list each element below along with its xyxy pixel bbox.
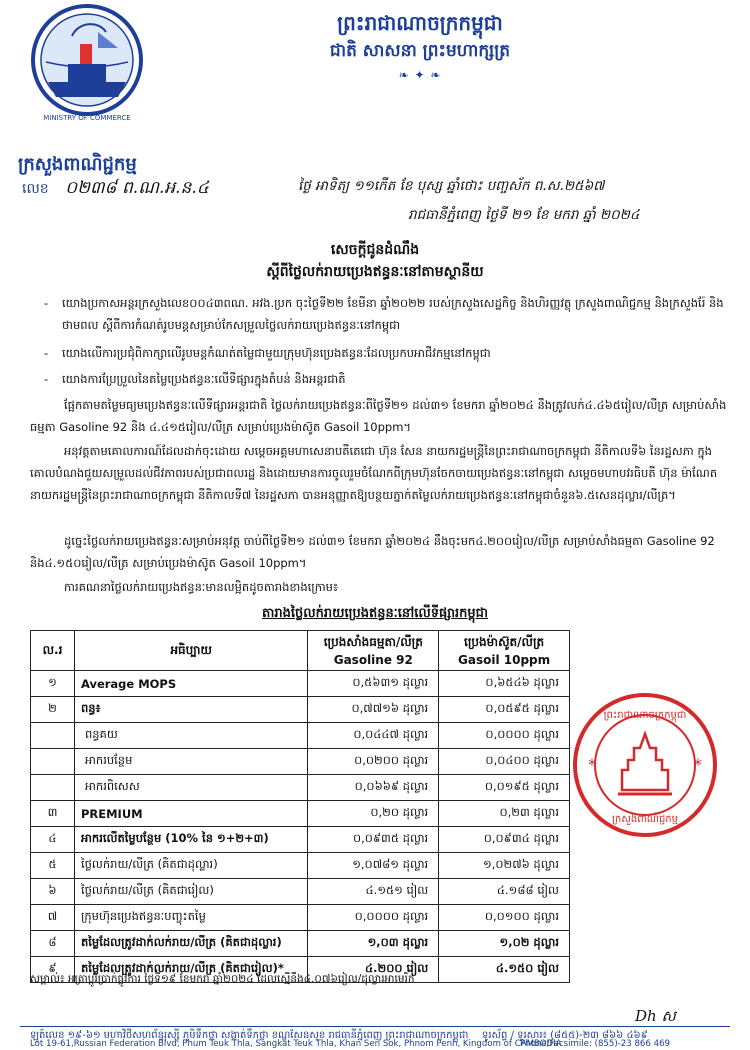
table-row: [31, 853, 570, 879]
reference-bullet: - យោងលើការប្រជុំពិភាក្សាលើរូបមន្តកំណត់តម្លៃជាមួយក្រុមហ៊ុនប្រេងឥន្ធនៈដែលប្រកបអាជីវកម្មនៅកម្ពុជា: [44, 346, 491, 360]
row-gasoline-value: ០,៧៧១៦ ដុល្លារ: [308, 697, 439, 723]
bullet-text: យោងលើការប្រជុំពិភាក្សាលើរូបមន្តកំណត់តម្លៃជាមួយក្រុមហ៊ុនប្រេងឥន្ធនៈដែលប្រកបអាជីវកម្មនៅកម្ពុជា: [62, 346, 491, 360]
row-no: ៦: [31, 879, 75, 905]
seal-bottom-text: ក្រសួងពាណិជ្ជកម្ម: [612, 814, 678, 825]
bullet-text: យោងការប្រែប្រួលនៃតម្លៃប្រេងឥន្ធនៈលើទីផ្សារក្នុងតំបន់ និងអន្តរជាតិ: [62, 372, 346, 386]
row-gasoline-value: ០,៥៦៣១ ដុល្លារ: [308, 671, 439, 697]
row-no: [31, 723, 75, 749]
fuel-price-table: [30, 630, 570, 983]
row-gasoline-value: ០,០៩៣៥ ដុល្លារ: [308, 827, 439, 853]
footnote: សម្គាល់៖ អត្រាប្តូរប្រាក់ផ្លូវការ ថ្ងៃទី១៩ ខែមករា ឆ្នាំ២០២៤ ដែលស្មើនឹង៤.០៧៦រៀល/ដុល្លារអាមេរិក: [30, 973, 415, 985]
body-paragraph: ផ្អែកតាមតម្លៃមធ្យមប្រេងឥន្ធនៈលើទីផ្សារអន្តរជាតិ ថ្លៃលក់រាយប្រេងឥន្ធនៈពីថ្ងៃទី២១ ដល់៣១ ខែមករា ឆ្នាំ២០២៤ នឹងត្រូវលក់៤.៤៦៥រៀល/លីត្រ សម្រាប់សាំងធម្មតា Gasoline 92 និង ៤.៤១៥រៀល/លីត្រ សម្រាប់ប្រេងម៉ាស៊ូត Gasoil 10ppm។: [30, 398, 727, 434]
row-desc: អាករបន្ថែម: [74, 749, 307, 775]
table-row: [31, 801, 570, 827]
body-paragraph: ដូច្នេះថ្លៃលក់រាយប្រេងឥន្ធនៈសម្រាប់អនុវត្ត ចាប់ពីថ្ងៃទី២១ ដល់៣១ ខែមករា ឆ្នាំ២០២៤ នឹងចុះមក៤.២០០រៀល/លីត្រ សម្រាប់សាំងធម្មតា Gasoline 92 និង៤.១៥០រៀល/លីត្រ សម្រាប់ប្រេងម៉ាស៊ូត Gasoil 10ppm។: [30, 534, 715, 570]
row-gasoil-value: ០,៦៥៤៦ ដុល្លារ: [439, 671, 570, 697]
table-row: [31, 671, 570, 697]
gasoline-km: ប្រេងសាំងធម្មតា/លីត្រ: [323, 634, 423, 649]
row-gasoil-value: ០,០១០០ ដុល្លារ: [439, 905, 570, 931]
row-gasoil-value: ១,០២៧៦ ដុល្លារ: [439, 853, 570, 879]
row-gasoline-value: ៤.២០០ រៀល: [308, 957, 439, 983]
body-paragraph: ការគណនាថ្លៃលក់រាយប្រេងឥន្ធនៈមានលម្អិតដូចតារាងខាងក្រោម៖: [64, 580, 338, 594]
row-no: ៧: [31, 905, 75, 931]
col-desc-header: អធិប្បាយ: [74, 631, 307, 671]
lunar-date: ថ្ងៃ អាទិត្យ ១១កើត ខែ បុស្ស ឆ្នាំថោះ បញ្ចស័ក ព.ស.២៥៦៧: [298, 178, 605, 194]
row-desc: ពន្ធ៖: [74, 697, 307, 723]
logo-caption: MINISTRY OF COMMERCE: [43, 114, 131, 122]
solar-date: រាជធានីភ្នំពេញ ថ្ងៃទី ២១ ខែ មករា ឆ្នាំ ២០២៤: [408, 207, 640, 223]
ref-prefix: លេខ: [22, 181, 49, 197]
body-paragraph: អនុវត្តតាមគោលការណ៍ដែលដាក់ចុះដោយ សម្តេចអគ្គមហាសេនាបតីតេជោ ហ៊ុន សែន នាយករដ្ឋមន្ត្រីនៃព្រះរាជាណាចក្រកម្ពុជា នីតិកាលទី៦ នៃរដ្ឋសភា ក្នុងគោលបំណងជួយសម្រួលដល់ជីវភាពរបស់ប្រជាពលរដ្ឋ និងដោយមានការចូលរួមចំណែកពីក្រុមហ៊ុនចែកចាយប្រេងឥន្ធនៈនៅកម្ពុជា សម្តេចមហាបវរធិបតី ហ៊ុន ម៉ាណែត នាយករដ្ឋមន្ត្រីនៃព្រះរាជាណាចក្រកម្ពុជា នីតិកាលទី៧ នៃរដ្ឋសភា បានអនុញ្ញាតឱ្យបន្ថយភ្នាក់តម្លៃលក់រាយប្រេងឥន្ធនៈនៅកម្ពុជាចំនួន៦.៥សេនដុល្លារ/លីត្រ។: [30, 444, 718, 502]
gasoil-en: Gasoil 10ppm: [458, 652, 551, 667]
row-no: ៣: [31, 801, 75, 827]
row-gasoil-value: ៤.១៨៨ រៀល: [439, 879, 570, 905]
row-no: ៤: [31, 827, 75, 853]
table-row: [31, 723, 570, 749]
table-row: [31, 775, 570, 801]
svg-text:*: *: [588, 755, 596, 774]
row-no: [31, 749, 75, 775]
row-gasoline-value: ៤.១៥១ រៀល: [308, 879, 439, 905]
ornament-divider: ❧ ✦ ❧: [398, 68, 442, 82]
row-gasoil-value: ០,០៥៩៥ ដុល្លារ: [439, 697, 570, 723]
row-no: ៥: [31, 853, 75, 879]
row-desc: តម្លៃដែលត្រូវដាក់លក់រាយ/លីត្រ (គិតជាដុល្លារ): [74, 931, 307, 957]
footer-phone-km: ទូរស័ព្ទ / ទូរសារ៖ (៨៥៥)-២៣ ៨៦៦ ៤៦៩: [482, 1030, 648, 1041]
row-gasoil-value: ៤.១៥០ រៀល: [439, 957, 570, 983]
col-no-header: ល.រ: [31, 631, 75, 671]
row-gasoil-value: ០,០៤០០ ដុល្លារ: [439, 749, 570, 775]
row-gasoline-value: ១,០៣ ដុល្លារ: [308, 931, 439, 957]
table-row: [31, 879, 570, 905]
official-seal: [570, 690, 720, 840]
row-desc: អាករលើតម្លៃបន្ថែម (10% នៃ ១+២+៣): [74, 827, 307, 853]
row-desc: Average MOPS: [74, 671, 307, 697]
row-gasoline-value: ០,២០ ដុល្លារ: [308, 801, 439, 827]
col-gasoline-header: [308, 631, 439, 671]
seal-top-text: ព្រះរាជាណាចក្រកម្ពុជា: [603, 710, 687, 721]
table-row: [31, 931, 570, 957]
row-desc: ក្រុមហ៊ុនប្រេងឥន្ធនៈបញ្ចុះតម្លៃ: [74, 905, 307, 931]
gasoline-en: Gasoline 92: [333, 652, 413, 667]
table-row: [31, 697, 570, 723]
row-gasoil-value: ០,០៩៣៤ ដុល្លារ: [439, 827, 570, 853]
row-desc: ថ្លៃលក់រាយ/លីត្រ (គិតជាដុល្លារ): [74, 853, 307, 879]
footer-phone-en: Phone/Facsimile: (855)-23 866 469: [520, 1039, 670, 1049]
footer-address-en: Lot 19-61,Russian Federation Blvd, Phum Teuk Thla, Sangkat Teuk Thla, Khan Sen Sok, Phnom Penh, Kingdom of CAMBODIA: [30, 1039, 562, 1049]
table-row: [31, 905, 570, 931]
row-gasoil-value: ១,០២ ដុល្លារ: [439, 931, 570, 957]
row-gasoline-value: ០,០៦៦៩ ដុល្លារ: [308, 775, 439, 801]
row-desc: អាករពិសេស: [74, 775, 307, 801]
ref-number-value: ០២៣៨ ព.ណ.អ.ន.៤: [65, 178, 209, 198]
reference-bullet: - យោងប្រកាសអន្តរក្រសួងលេខ០០៤៣ពណ. អវង.ប្រក ចុះថ្ងៃទី២២ ខែមីនា ឆ្នាំ២០២២ របស់ក្រសួងសេដ្ឋកិច្ច និងហិរញ្ញវត្ថុ ក្រសួងពាណិជ្ជកម្ម និងក្រសួងរ៉ែ និងថាមពល ស្តីពីការកំណត់រូបមន្តសម្រាប់កែសម្រួលថ្លៃលក់រាយប្រេងឥន្ធនៈនៅកម្ពុជា: [44, 296, 724, 332]
notice-subject: ស្តីពីថ្លៃលក់រាយប្រេងឥន្ធនៈនៅតាមស្ថានីយ: [266, 264, 484, 280]
col-gasoil-header: [439, 631, 570, 671]
table-title: តារាងថ្លៃលក់រាយប្រេងឥន្ធនៈនៅលើទីផ្សារកម្ពុជា: [261, 606, 489, 621]
row-no: ២: [31, 697, 75, 723]
row-gasoil-value: ០,០០០០ ដុល្លារ: [439, 723, 570, 749]
national-motto: ជាតិ សាសនា ព្រះមហាក្សត្រ: [329, 41, 511, 61]
row-desc: PREMIUM: [74, 801, 307, 827]
ministry-name: ក្រសួងពាណិជ្ជកម្ម: [18, 154, 137, 175]
row-desc: ថ្លៃលក់រាយ/លីត្រ (គិតជារៀល): [74, 879, 307, 905]
gasoil-km: ប្រេងម៉ាស៊ូត/លីត្រ: [464, 634, 545, 649]
kingdom-heading: ព្រះរាជាណាចក្រកម្ពុជា: [337, 11, 503, 35]
row-no: [31, 775, 75, 801]
row-no: ៩: [31, 957, 75, 983]
notice-title: សេចក្តីជូនដំណឹង: [330, 242, 420, 258]
table-header-row: [31, 631, 570, 671]
row-gasoil-value: ០,០១៩៥ ដុល្លារ: [439, 775, 570, 801]
bullet-text: យោងប្រកាសអន្តរក្រសួងលេខ០០៤៣ពណ. អវង.ប្រក ចុះថ្ងៃទី២២ ខែមីនា ឆ្នាំ២០២២ របស់ក្រសួងសេដ្ឋកិច្ច និងហិរញ្ញវត្ថុ ក្រសួងពាណិជ្ជកម្ម និងក្រសួងរ៉ែ និងថាមពល ស្តីពីការកំណត់រូបមន្តសម្រាប់កែសម្រួលថ្លៃលក់រាយប្រេងឥន្ធនៈនៅកម្ពុជា: [62, 296, 724, 332]
row-no: ៨: [31, 931, 75, 957]
reference-number: [22, 177, 209, 202]
row-gasoline-value: ១,០៧៨១ ដុល្លារ: [308, 853, 439, 879]
footer-address-km: ឡូត៍លេខ ១៩-៦១ មហាវិថីសហព័ន្ធរុស្ស៊ី ភូមិទឹកថ្លា សង្កាត់ទឹកថ្លា ខណ្ឌសែនសុខ រាជធានីភ្នំពេញ ព្រះរាជាណាចក្រកម្ពុជា: [30, 1030, 469, 1041]
row-desc: ពន្ធគយ: [74, 723, 307, 749]
row-no: ១: [31, 671, 75, 697]
row-gasoline-value: ០,០៤៤៧ ដុល្លារ: [308, 723, 439, 749]
row-gasoline-value: ០,០០០០ ដុល្លារ: [308, 905, 439, 931]
table-row: [31, 749, 570, 775]
row-gasoil-value: ០,២៣ ដុល្លារ: [439, 801, 570, 827]
row-desc: តម្លៃដែលត្រូវដាក់លក់រាយ/លីត្រ (គិតជារៀល)*: [74, 957, 307, 983]
svg-text:*: *: [694, 755, 702, 774]
row-gasoline-value: ០,០២០០ ដុល្លារ: [308, 749, 439, 775]
footer-divider: [20, 1026, 730, 1027]
signature: Dh ស: [635, 1007, 676, 1025]
reference-bullet: - យោងការប្រែប្រួលនៃតម្លៃប្រេងឥន្ធនៈលើទីផ្សារក្នុងតំបន់ និងអន្តរជាតិ: [44, 372, 346, 386]
table-row: [31, 827, 570, 853]
